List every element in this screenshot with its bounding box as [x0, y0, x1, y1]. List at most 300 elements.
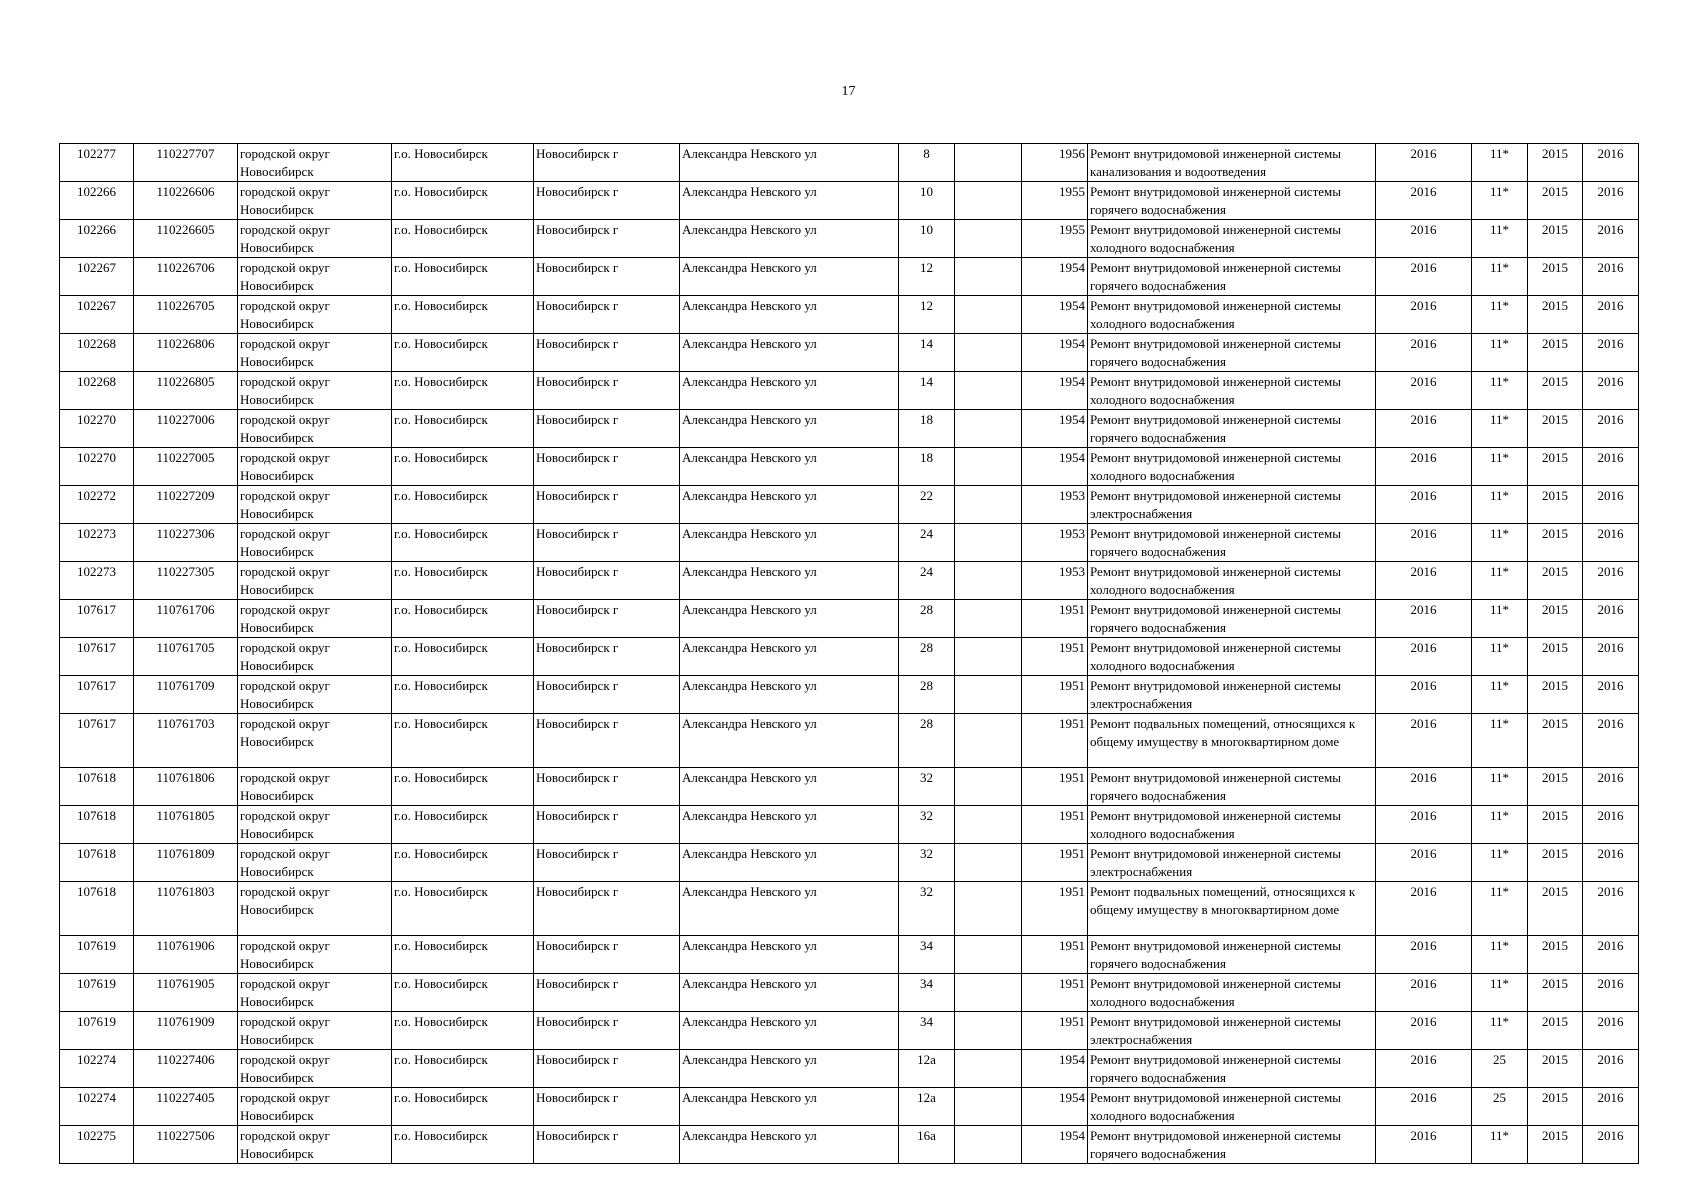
building-cell — [955, 714, 1022, 768]
end-year-cell: 2016 — [1583, 768, 1639, 806]
house-number-cell: 12 — [899, 258, 955, 296]
house-number-cell: 22 — [899, 486, 955, 524]
street-cell: Александра Невского ул — [680, 676, 899, 714]
work-code-cell: 110227707 — [134, 144, 238, 182]
plan-year-cell: 2016 — [1376, 936, 1472, 974]
start-year-cell: 2015 — [1528, 524, 1583, 562]
plan-year-cell: 2016 — [1376, 806, 1472, 844]
term-cell: 11* — [1472, 1012, 1528, 1050]
work-type-cell: Ремонт внутридомовой инженерной системы холодного водоснабжения — [1088, 974, 1376, 1012]
building-cell — [955, 372, 1022, 410]
street-cell: Александра Невского ул — [680, 1050, 899, 1088]
work-type-cell: Ремонт внутридомовой инженерной системы электроснабжения — [1088, 676, 1376, 714]
municipality-cell: городской округ Новосибирск — [238, 806, 392, 844]
municipality-cell: городской округ Новосибирск — [238, 448, 392, 486]
start-year-cell: 2015 — [1528, 600, 1583, 638]
building-cell — [955, 448, 1022, 486]
work-code-cell: 110227305 — [134, 562, 238, 600]
table-row — [60, 638, 1639, 676]
object-id-cell: 102270 — [60, 448, 134, 486]
build-year-cell: 1954 — [1022, 334, 1088, 372]
build-year-cell: 1953 — [1022, 486, 1088, 524]
street-cell: Александра Невского ул — [680, 410, 899, 448]
work-code-cell: 110226706 — [134, 258, 238, 296]
object-id-cell: 107617 — [60, 676, 134, 714]
end-year-cell: 2016 — [1583, 372, 1639, 410]
district-cell: г.о. Новосибирск — [392, 334, 534, 372]
table-row — [60, 372, 1639, 410]
work-type-cell: Ремонт внутридомовой инженерной системы горячего водоснабжения — [1088, 936, 1376, 974]
object-id-cell: 102275 — [60, 1126, 134, 1164]
object-id-cell: 107618 — [60, 806, 134, 844]
term-cell: 25 — [1472, 1050, 1528, 1088]
start-year-cell: 2015 — [1528, 1050, 1583, 1088]
term-cell: 11* — [1472, 562, 1528, 600]
plan-year-cell: 2016 — [1376, 334, 1472, 372]
building-cell — [955, 806, 1022, 844]
district-cell: г.о. Новосибирск — [392, 806, 534, 844]
municipality-cell: городской округ Новосибирск — [238, 676, 392, 714]
district-cell: г.о. Новосибирск — [392, 144, 534, 182]
start-year-cell: 2015 — [1528, 936, 1583, 974]
object-id-cell: 102268 — [60, 372, 134, 410]
build-year-cell: 1954 — [1022, 448, 1088, 486]
object-id-cell: 102272 — [60, 486, 134, 524]
street-cell: Александра Невского ул — [680, 524, 899, 562]
build-year-cell: 1951 — [1022, 936, 1088, 974]
building-cell — [955, 844, 1022, 882]
municipality-cell: городской округ Новосибирск — [238, 486, 392, 524]
end-year-cell: 2016 — [1583, 258, 1639, 296]
start-year-cell: 2015 — [1528, 220, 1583, 258]
municipality-cell: городской округ Новосибирск — [238, 600, 392, 638]
city-cell: Новосибирск г — [534, 600, 680, 638]
city-cell: Новосибирск г — [534, 974, 680, 1012]
work-type-cell: Ремонт внутридомовой инженерной системы холодного водоснабжения — [1088, 1088, 1376, 1126]
district-cell: г.о. Новосибирск — [392, 714, 534, 768]
build-year-cell: 1953 — [1022, 562, 1088, 600]
house-number-cell: 32 — [899, 768, 955, 806]
start-year-cell: 2015 — [1528, 882, 1583, 936]
table-row — [60, 676, 1639, 714]
city-cell: Новосибирск г — [534, 448, 680, 486]
city-cell: Новосибирск г — [534, 1012, 680, 1050]
house-number-cell: 34 — [899, 974, 955, 1012]
plan-year-cell: 2016 — [1376, 1050, 1472, 1088]
start-year-cell: 2015 — [1528, 806, 1583, 844]
build-year-cell: 1951 — [1022, 600, 1088, 638]
end-year-cell: 2016 — [1583, 844, 1639, 882]
district-cell: г.о. Новосибирск — [392, 600, 534, 638]
start-year-cell: 2015 — [1528, 372, 1583, 410]
municipality-cell: городской округ Новосибирск — [238, 1050, 392, 1088]
building-cell — [955, 182, 1022, 220]
end-year-cell: 2016 — [1583, 600, 1639, 638]
table-row — [60, 410, 1639, 448]
street-cell: Александра Невского ул — [680, 1126, 899, 1164]
building-cell — [955, 936, 1022, 974]
municipality-cell: городской округ Новосибирск — [238, 936, 392, 974]
plan-year-cell: 2016 — [1376, 714, 1472, 768]
work-code-cell: 110226805 — [134, 372, 238, 410]
build-year-cell: 1951 — [1022, 638, 1088, 676]
work-type-cell: Ремонт внутридомовой инженерной системы горячего водоснабжения — [1088, 768, 1376, 806]
house-number-cell: 12а — [899, 1050, 955, 1088]
build-year-cell: 1954 — [1022, 1050, 1088, 1088]
object-id-cell: 102267 — [60, 258, 134, 296]
end-year-cell: 2016 — [1583, 220, 1639, 258]
district-cell: г.о. Новосибирск — [392, 372, 534, 410]
work-type-cell: Ремонт внутридомовой инженерной системы горячего водоснабжения — [1088, 1126, 1376, 1164]
district-cell: г.о. Новосибирск — [392, 1012, 534, 1050]
work-code-cell: 110761809 — [134, 844, 238, 882]
start-year-cell: 2015 — [1528, 182, 1583, 220]
municipality-cell: городской округ Новосибирск — [238, 1088, 392, 1126]
district-cell: г.о. Новосибирск — [392, 410, 534, 448]
municipality-cell: городской округ Новосибирск — [238, 882, 392, 936]
term-cell: 11* — [1472, 882, 1528, 936]
work-code-cell: 110761905 — [134, 974, 238, 1012]
object-id-cell: 107618 — [60, 882, 134, 936]
work-code-cell: 110227306 — [134, 524, 238, 562]
start-year-cell: 2015 — [1528, 334, 1583, 372]
plan-year-cell: 2016 — [1376, 410, 1472, 448]
table-body — [60, 144, 1639, 1164]
district-cell: г.о. Новосибирск — [392, 182, 534, 220]
work-code-cell: 110226806 — [134, 334, 238, 372]
city-cell: Новосибирск г — [534, 1050, 680, 1088]
end-year-cell: 2016 — [1583, 1126, 1639, 1164]
capital-repair-table — [59, 143, 1639, 1164]
work-type-cell: Ремонт внутридомовой инженерной системы горячего водоснабжения — [1088, 524, 1376, 562]
table-row — [60, 182, 1639, 220]
house-number-cell: 12а — [899, 1088, 955, 1126]
city-cell: Новосибирск г — [534, 182, 680, 220]
work-type-cell: Ремонт внутридомовой инженерной системы холодного водоснабжения — [1088, 562, 1376, 600]
city-cell: Новосибирск г — [534, 334, 680, 372]
municipality-cell: городской округ Новосибирск — [238, 220, 392, 258]
start-year-cell: 2015 — [1528, 448, 1583, 486]
building-cell — [955, 600, 1022, 638]
object-id-cell: 107617 — [60, 714, 134, 768]
build-year-cell: 1955 — [1022, 220, 1088, 258]
work-code-cell: 110227005 — [134, 448, 238, 486]
object-id-cell: 102273 — [60, 524, 134, 562]
build-year-cell: 1954 — [1022, 372, 1088, 410]
build-year-cell: 1951 — [1022, 714, 1088, 768]
end-year-cell: 2016 — [1583, 1050, 1639, 1088]
end-year-cell: 2016 — [1583, 334, 1639, 372]
house-number-cell: 8 — [899, 144, 955, 182]
street-cell: Александра Невского ул — [680, 372, 899, 410]
table-row — [60, 486, 1639, 524]
building-cell — [955, 768, 1022, 806]
street-cell: Александра Невского ул — [680, 334, 899, 372]
table-row — [60, 562, 1639, 600]
city-cell: Новосибирск г — [534, 806, 680, 844]
street-cell: Александра Невского ул — [680, 844, 899, 882]
city-cell: Новосибирск г — [534, 714, 680, 768]
work-code-cell: 110227506 — [134, 1126, 238, 1164]
work-type-cell: Ремонт внутридомовой инженерной системы холодного водоснабжения — [1088, 638, 1376, 676]
building-cell — [955, 334, 1022, 372]
object-id-cell: 102277 — [60, 144, 134, 182]
plan-year-cell: 2016 — [1376, 144, 1472, 182]
build-year-cell: 1954 — [1022, 258, 1088, 296]
building-cell — [955, 562, 1022, 600]
house-number-cell: 24 — [899, 562, 955, 600]
street-cell: Александра Невского ул — [680, 448, 899, 486]
district-cell: г.о. Новосибирск — [392, 1050, 534, 1088]
plan-year-cell: 2016 — [1376, 676, 1472, 714]
city-cell: Новосибирск г — [534, 638, 680, 676]
street-cell: Александра Невского ул — [680, 974, 899, 1012]
plan-year-cell: 2016 — [1376, 562, 1472, 600]
city-cell: Новосибирск г — [534, 372, 680, 410]
work-code-cell: 110761805 — [134, 806, 238, 844]
work-code-cell: 110226705 — [134, 296, 238, 334]
work-code-cell: 110227405 — [134, 1088, 238, 1126]
work-code-cell: 110761803 — [134, 882, 238, 936]
start-year-cell: 2015 — [1528, 768, 1583, 806]
work-type-cell: Ремонт внутридомовой инженерной системы электроснабжения — [1088, 844, 1376, 882]
building-cell — [955, 882, 1022, 936]
city-cell: Новосибирск г — [534, 562, 680, 600]
building-cell — [955, 220, 1022, 258]
building-cell — [955, 1012, 1022, 1050]
plan-year-cell: 2016 — [1376, 882, 1472, 936]
plan-year-cell: 2016 — [1376, 258, 1472, 296]
term-cell: 11* — [1472, 448, 1528, 486]
house-number-cell: 28 — [899, 676, 955, 714]
street-cell: Александра Невского ул — [680, 296, 899, 334]
build-year-cell: 1951 — [1022, 1012, 1088, 1050]
object-id-cell: 102267 — [60, 296, 134, 334]
work-type-cell: Ремонт внутридомовой инженерной системы горячего водоснабжения — [1088, 258, 1376, 296]
building-cell — [955, 676, 1022, 714]
build-year-cell: 1951 — [1022, 882, 1088, 936]
municipality-cell: городской округ Новосибирск — [238, 144, 392, 182]
term-cell: 11* — [1472, 974, 1528, 1012]
house-number-cell: 14 — [899, 334, 955, 372]
plan-year-cell: 2016 — [1376, 448, 1472, 486]
plan-year-cell: 2016 — [1376, 1088, 1472, 1126]
build-year-cell: 1954 — [1022, 1126, 1088, 1164]
start-year-cell: 2015 — [1528, 1088, 1583, 1126]
district-cell: г.о. Новосибирск — [392, 1088, 534, 1126]
term-cell: 11* — [1472, 638, 1528, 676]
table-row — [60, 768, 1639, 806]
district-cell: г.о. Новосибирск — [392, 936, 534, 974]
end-year-cell: 2016 — [1583, 296, 1639, 334]
table-row — [60, 882, 1639, 936]
street-cell: Александра Невского ул — [680, 258, 899, 296]
start-year-cell: 2015 — [1528, 1126, 1583, 1164]
municipality-cell: городской округ Новосибирск — [238, 410, 392, 448]
term-cell: 11* — [1472, 334, 1528, 372]
work-code-cell: 110761806 — [134, 768, 238, 806]
end-year-cell: 2016 — [1583, 936, 1639, 974]
term-cell: 11* — [1472, 714, 1528, 768]
work-code-cell: 110761705 — [134, 638, 238, 676]
table-row — [60, 524, 1639, 562]
work-code-cell: 110761709 — [134, 676, 238, 714]
city-cell: Новосибирск г — [534, 220, 680, 258]
plan-year-cell: 2016 — [1376, 372, 1472, 410]
object-id-cell: 102270 — [60, 410, 134, 448]
table-row — [60, 296, 1639, 334]
object-id-cell: 102266 — [60, 182, 134, 220]
district-cell: г.о. Новосибирск — [392, 524, 534, 562]
object-id-cell: 102273 — [60, 562, 134, 600]
municipality-cell: городской округ Новосибирск — [238, 844, 392, 882]
end-year-cell: 2016 — [1583, 144, 1639, 182]
build-year-cell: 1951 — [1022, 974, 1088, 1012]
term-cell: 11* — [1472, 258, 1528, 296]
end-year-cell: 2016 — [1583, 410, 1639, 448]
start-year-cell: 2015 — [1528, 486, 1583, 524]
street-cell: Александра Невского ул — [680, 1088, 899, 1126]
work-type-cell: Ремонт внутридомовой инженерной системы холодного водоснабжения — [1088, 296, 1376, 334]
table-row — [60, 1012, 1639, 1050]
city-cell: Новосибирск г — [534, 936, 680, 974]
district-cell: г.о. Новосибирск — [392, 844, 534, 882]
work-type-cell: Ремонт внутридомовой инженерной системы горячего водоснабжения — [1088, 334, 1376, 372]
municipality-cell: городской округ Новосибирск — [238, 182, 392, 220]
end-year-cell: 2016 — [1583, 486, 1639, 524]
object-id-cell: 107619 — [60, 1012, 134, 1050]
term-cell: 25 — [1472, 1088, 1528, 1126]
house-number-cell: 34 — [899, 1012, 955, 1050]
object-id-cell: 107617 — [60, 638, 134, 676]
object-id-cell: 107618 — [60, 844, 134, 882]
table-row — [60, 334, 1639, 372]
municipality-cell: городской округ Новосибирск — [238, 1126, 392, 1164]
term-cell: 11* — [1472, 936, 1528, 974]
building-cell — [955, 296, 1022, 334]
building-cell — [955, 524, 1022, 562]
term-cell: 11* — [1472, 676, 1528, 714]
term-cell: 11* — [1472, 296, 1528, 334]
house-number-cell: 28 — [899, 600, 955, 638]
work-type-cell: Ремонт внутридомовой инженерной системы электроснабжения — [1088, 486, 1376, 524]
house-number-cell: 12 — [899, 296, 955, 334]
start-year-cell: 2015 — [1528, 638, 1583, 676]
district-cell: г.о. Новосибирск — [392, 562, 534, 600]
street-cell: Александра Невского ул — [680, 144, 899, 182]
start-year-cell: 2015 — [1528, 844, 1583, 882]
district-cell: г.о. Новосибирск — [392, 974, 534, 1012]
city-cell: Новосибирск г — [534, 676, 680, 714]
end-year-cell: 2016 — [1583, 1012, 1639, 1050]
build-year-cell: 1954 — [1022, 296, 1088, 334]
work-code-cell: 110761703 — [134, 714, 238, 768]
work-code-cell: 110761906 — [134, 936, 238, 974]
city-cell: Новосибирск г — [534, 486, 680, 524]
build-year-cell: 1951 — [1022, 676, 1088, 714]
term-cell: 11* — [1472, 182, 1528, 220]
work-type-cell: Ремонт внутридомовой инженерной системы холодного водоснабжения — [1088, 220, 1376, 258]
municipality-cell: городской округ Новосибирск — [238, 768, 392, 806]
table-row — [60, 844, 1639, 882]
build-year-cell: 1955 — [1022, 182, 1088, 220]
municipality-cell: городской округ Новосибирск — [238, 638, 392, 676]
house-number-cell: 10 — [899, 220, 955, 258]
end-year-cell: 2016 — [1583, 806, 1639, 844]
plan-year-cell: 2016 — [1376, 768, 1472, 806]
district-cell: г.о. Новосибирск — [392, 448, 534, 486]
building-cell — [955, 1088, 1022, 1126]
build-year-cell: 1951 — [1022, 768, 1088, 806]
table-row — [60, 974, 1639, 1012]
house-number-cell: 28 — [899, 638, 955, 676]
city-cell: Новосибирск г — [534, 524, 680, 562]
house-number-cell: 16а — [899, 1126, 955, 1164]
term-cell: 11* — [1472, 220, 1528, 258]
table-row — [60, 220, 1639, 258]
street-cell: Александра Невского ул — [680, 1012, 899, 1050]
house-number-cell: 24 — [899, 524, 955, 562]
street-cell: Александра Невского ул — [680, 806, 899, 844]
start-year-cell: 2015 — [1528, 410, 1583, 448]
object-id-cell: 102274 — [60, 1088, 134, 1126]
city-cell: Новосибирск г — [534, 410, 680, 448]
street-cell: Александра Невского ул — [680, 638, 899, 676]
work-type-cell: Ремонт внутридомовой инженерной системы горячего водоснабжения — [1088, 410, 1376, 448]
building-cell — [955, 1050, 1022, 1088]
term-cell: 11* — [1472, 600, 1528, 638]
house-number-cell: 10 — [899, 182, 955, 220]
end-year-cell: 2016 — [1583, 676, 1639, 714]
city-cell: Новосибирск г — [534, 296, 680, 334]
end-year-cell: 2016 — [1583, 638, 1639, 676]
city-cell: Новосибирск г — [534, 844, 680, 882]
municipality-cell: городской округ Новосибирск — [238, 974, 392, 1012]
house-number-cell: 32 — [899, 882, 955, 936]
building-cell — [955, 638, 1022, 676]
building-cell — [955, 258, 1022, 296]
build-year-cell: 1954 — [1022, 1088, 1088, 1126]
start-year-cell: 2015 — [1528, 562, 1583, 600]
house-number-cell: 34 — [899, 936, 955, 974]
district-cell: г.о. Новосибирск — [392, 486, 534, 524]
start-year-cell: 2015 — [1528, 676, 1583, 714]
building-cell — [955, 410, 1022, 448]
plan-year-cell: 2016 — [1376, 1126, 1472, 1164]
municipality-cell: городской округ Новосибирск — [238, 1012, 392, 1050]
plan-year-cell: 2016 — [1376, 524, 1472, 562]
street-cell: Александра Невского ул — [680, 220, 899, 258]
municipality-cell: городской округ Новосибирск — [238, 524, 392, 562]
district-cell: г.о. Новосибирск — [392, 882, 534, 936]
work-code-cell: 110761706 — [134, 600, 238, 638]
start-year-cell: 2015 — [1528, 144, 1583, 182]
object-id-cell: 107618 — [60, 768, 134, 806]
term-cell: 11* — [1472, 144, 1528, 182]
plan-year-cell: 2016 — [1376, 974, 1472, 1012]
end-year-cell: 2016 — [1583, 562, 1639, 600]
house-number-cell: 32 — [899, 844, 955, 882]
table-row — [60, 1050, 1639, 1088]
build-year-cell: 1953 — [1022, 524, 1088, 562]
plan-year-cell: 2016 — [1376, 182, 1472, 220]
term-cell: 11* — [1472, 768, 1528, 806]
house-number-cell: 14 — [899, 372, 955, 410]
term-cell: 11* — [1472, 806, 1528, 844]
end-year-cell: 2016 — [1583, 524, 1639, 562]
object-id-cell: 102274 — [60, 1050, 134, 1088]
start-year-cell: 2015 — [1528, 296, 1583, 334]
